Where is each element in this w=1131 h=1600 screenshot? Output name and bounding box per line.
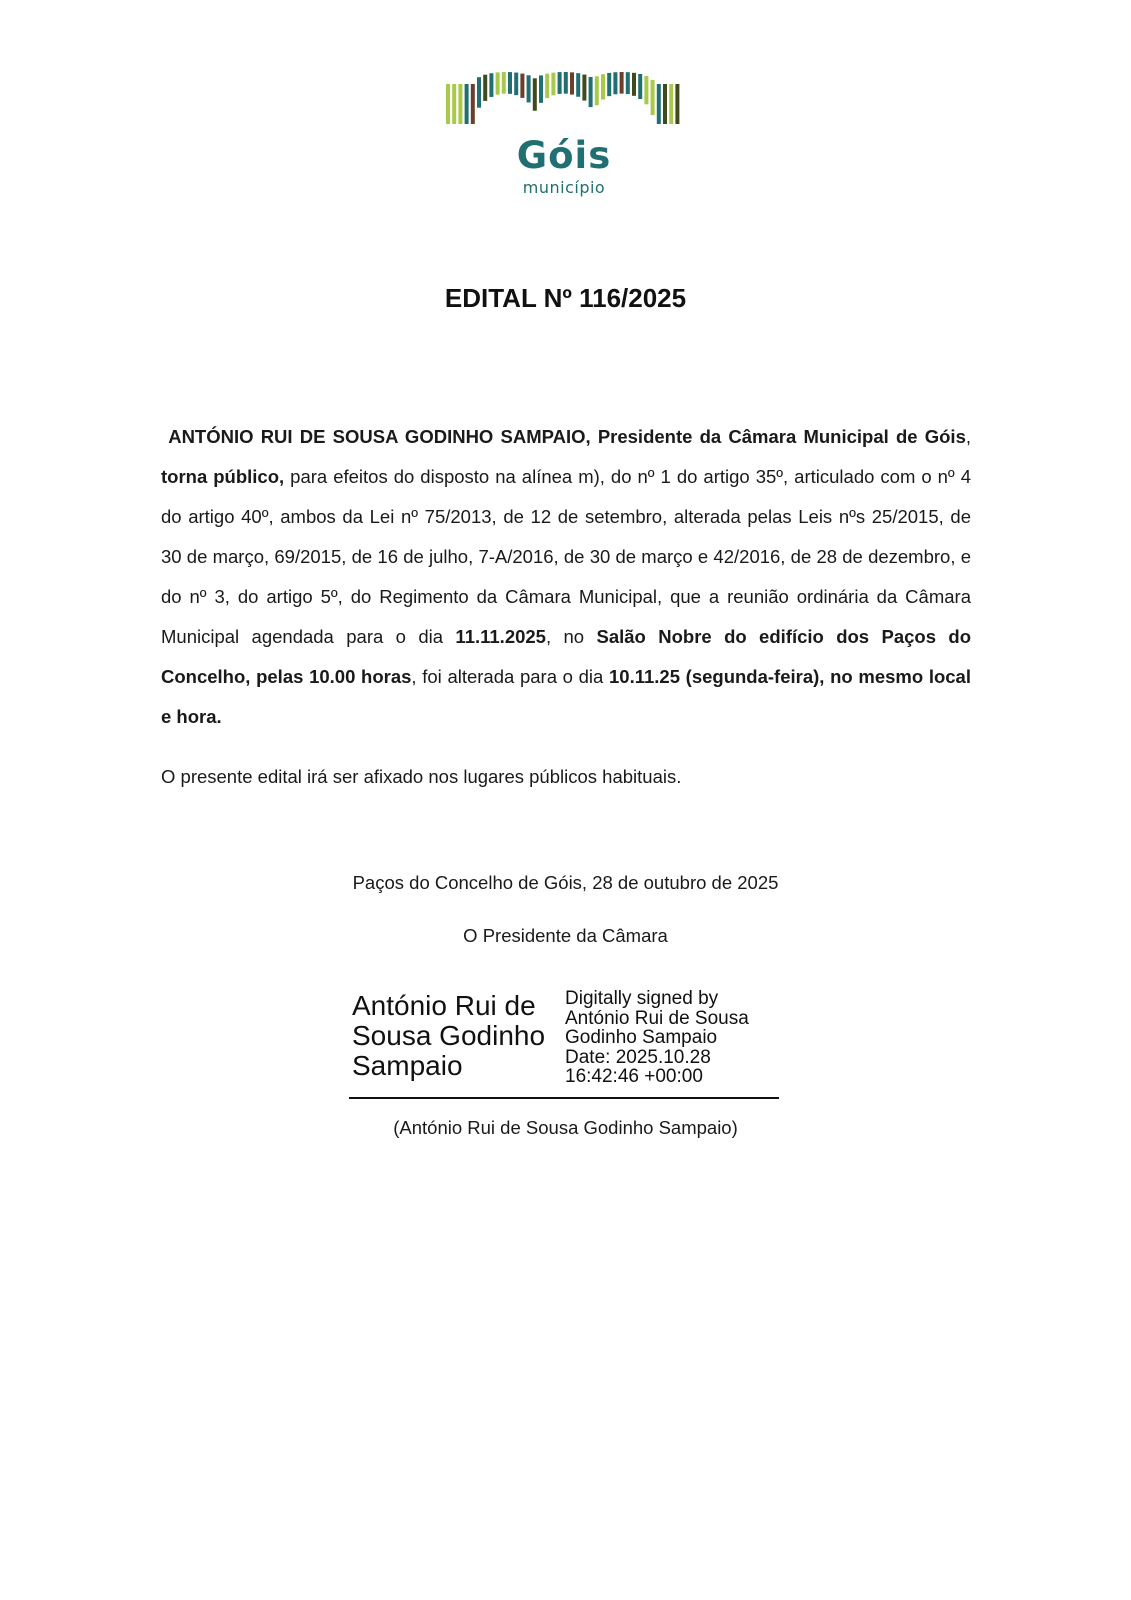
signature-detail-line: Date: 2025.10.28 bbox=[565, 1046, 711, 1068]
logo-bar bbox=[520, 74, 524, 98]
logo-bar bbox=[477, 77, 481, 107]
new-date: 10.11.25 (segunda-feira), no mesmo local e hora. bbox=[161, 666, 971, 727]
closing-text: O presente edital irá ser afixado nos lugares públicos habituais. bbox=[161, 766, 682, 787]
logo-bar bbox=[551, 73, 555, 96]
bridge-arches-icon bbox=[444, 70, 684, 130]
logo-bar bbox=[508, 72, 512, 94]
signature-name-line: Sousa Godinho bbox=[352, 1020, 546, 1051]
old-date: 11.11.2025 bbox=[455, 626, 546, 647]
logo-bar bbox=[607, 73, 611, 96]
logo-bar bbox=[527, 75, 531, 102]
punctuation: , bbox=[965, 426, 971, 447]
logo-bar bbox=[632, 73, 636, 96]
logo-bar bbox=[545, 74, 549, 98]
logo-bar bbox=[533, 78, 537, 110]
logo-bar bbox=[564, 72, 568, 94]
signature-detail-line: Godinho Sampaio bbox=[565, 1027, 718, 1048]
body-text-3: , foi alterada para o dia bbox=[411, 666, 609, 687]
page-title: EDITAL Nº 116/2025 bbox=[444, 283, 687, 313]
municipal-logo bbox=[444, 70, 684, 200]
logo-bar bbox=[458, 84, 462, 124]
place-date: Paços do Concelho de Góis, 28 de outubro de 2025 bbox=[352, 872, 779, 893]
logo-bar bbox=[514, 73, 518, 96]
torna-publico: torna público, bbox=[161, 466, 285, 487]
logo-bar bbox=[589, 77, 593, 107]
body-text-2: , no bbox=[545, 626, 597, 647]
logo-bar bbox=[595, 76, 599, 105]
logo-bar bbox=[483, 75, 487, 101]
signature-name-line: Sampaio bbox=[352, 1050, 463, 1081]
logo-bar bbox=[502, 72, 506, 94]
signature-detail-line: António Rui de Sousa bbox=[565, 1007, 749, 1029]
logo-bar bbox=[539, 75, 543, 102]
logo-bar bbox=[638, 74, 642, 99]
logo-bar bbox=[620, 72, 624, 94]
logo-bar bbox=[558, 72, 562, 94]
logo-bar bbox=[644, 76, 648, 104]
logo-bar bbox=[452, 84, 456, 124]
logo-bar bbox=[626, 72, 630, 94]
president-role: Presidente da Câmara Municipal de Góis bbox=[590, 426, 966, 447]
meeting-location: Salão Nobre do edifício dos Paços do Concelho, pelas 10.00 horas bbox=[161, 626, 971, 687]
logo-bar bbox=[675, 84, 679, 124]
signature-detail-line: Digitally signed by bbox=[565, 988, 719, 1009]
signature-detail-line: 16:42:46 +00:00 bbox=[565, 1066, 703, 1087]
body-text-1: para efeitos do disposto na alínea m), do nº 1 do artigo 35º, articulado com o nº 4 do artigo 40º, ambos da Lei nº 75/2013, de 12 de setembro, alterada pelas Leis nºs 25/2015, de 30 de março, 69/2015, de 16 de julho, 7-A/2016, de 30 de março e 42/2016, de 28 de dezembro, e do nº 3, do artigo 5º, do Regimento da Câmara Municipal, que a reunião ordinária da Câmara Municipal agendada para o dia bbox=[161, 466, 971, 647]
logo-bar bbox=[669, 84, 673, 124]
signature-caption: (António Rui de Sousa Godinho Sampaio) bbox=[393, 1117, 738, 1138]
logo-bar bbox=[471, 84, 475, 124]
logo-bar bbox=[663, 84, 667, 124]
logo-bar bbox=[496, 72, 500, 94]
logo-bar bbox=[465, 84, 469, 124]
logo-bar bbox=[570, 72, 574, 94]
logo-bar bbox=[576, 73, 580, 97]
signature-name bbox=[352, 991, 562, 1081]
logo-bar bbox=[657, 84, 661, 124]
logo-bar bbox=[582, 75, 586, 101]
logo-name: Góis bbox=[516, 134, 612, 177]
logo-bar bbox=[489, 73, 493, 97]
logo-subtitle: município bbox=[522, 178, 606, 197]
edital-body bbox=[161, 417, 971, 737]
signature-details bbox=[565, 989, 779, 1087]
digital-signature bbox=[349, 985, 779, 1099]
logo-bar bbox=[446, 84, 450, 124]
president-label: O Presidente da Câmara bbox=[463, 925, 668, 946]
president-name: ANTÓNIO RUI DE SOUSA GODINHO SAMPAIO, bbox=[168, 426, 591, 447]
logo-bar bbox=[601, 74, 605, 99]
signature-name-line: António Rui de bbox=[352, 990, 536, 1021]
logo-bar bbox=[651, 80, 655, 115]
logo-bar bbox=[613, 72, 617, 94]
